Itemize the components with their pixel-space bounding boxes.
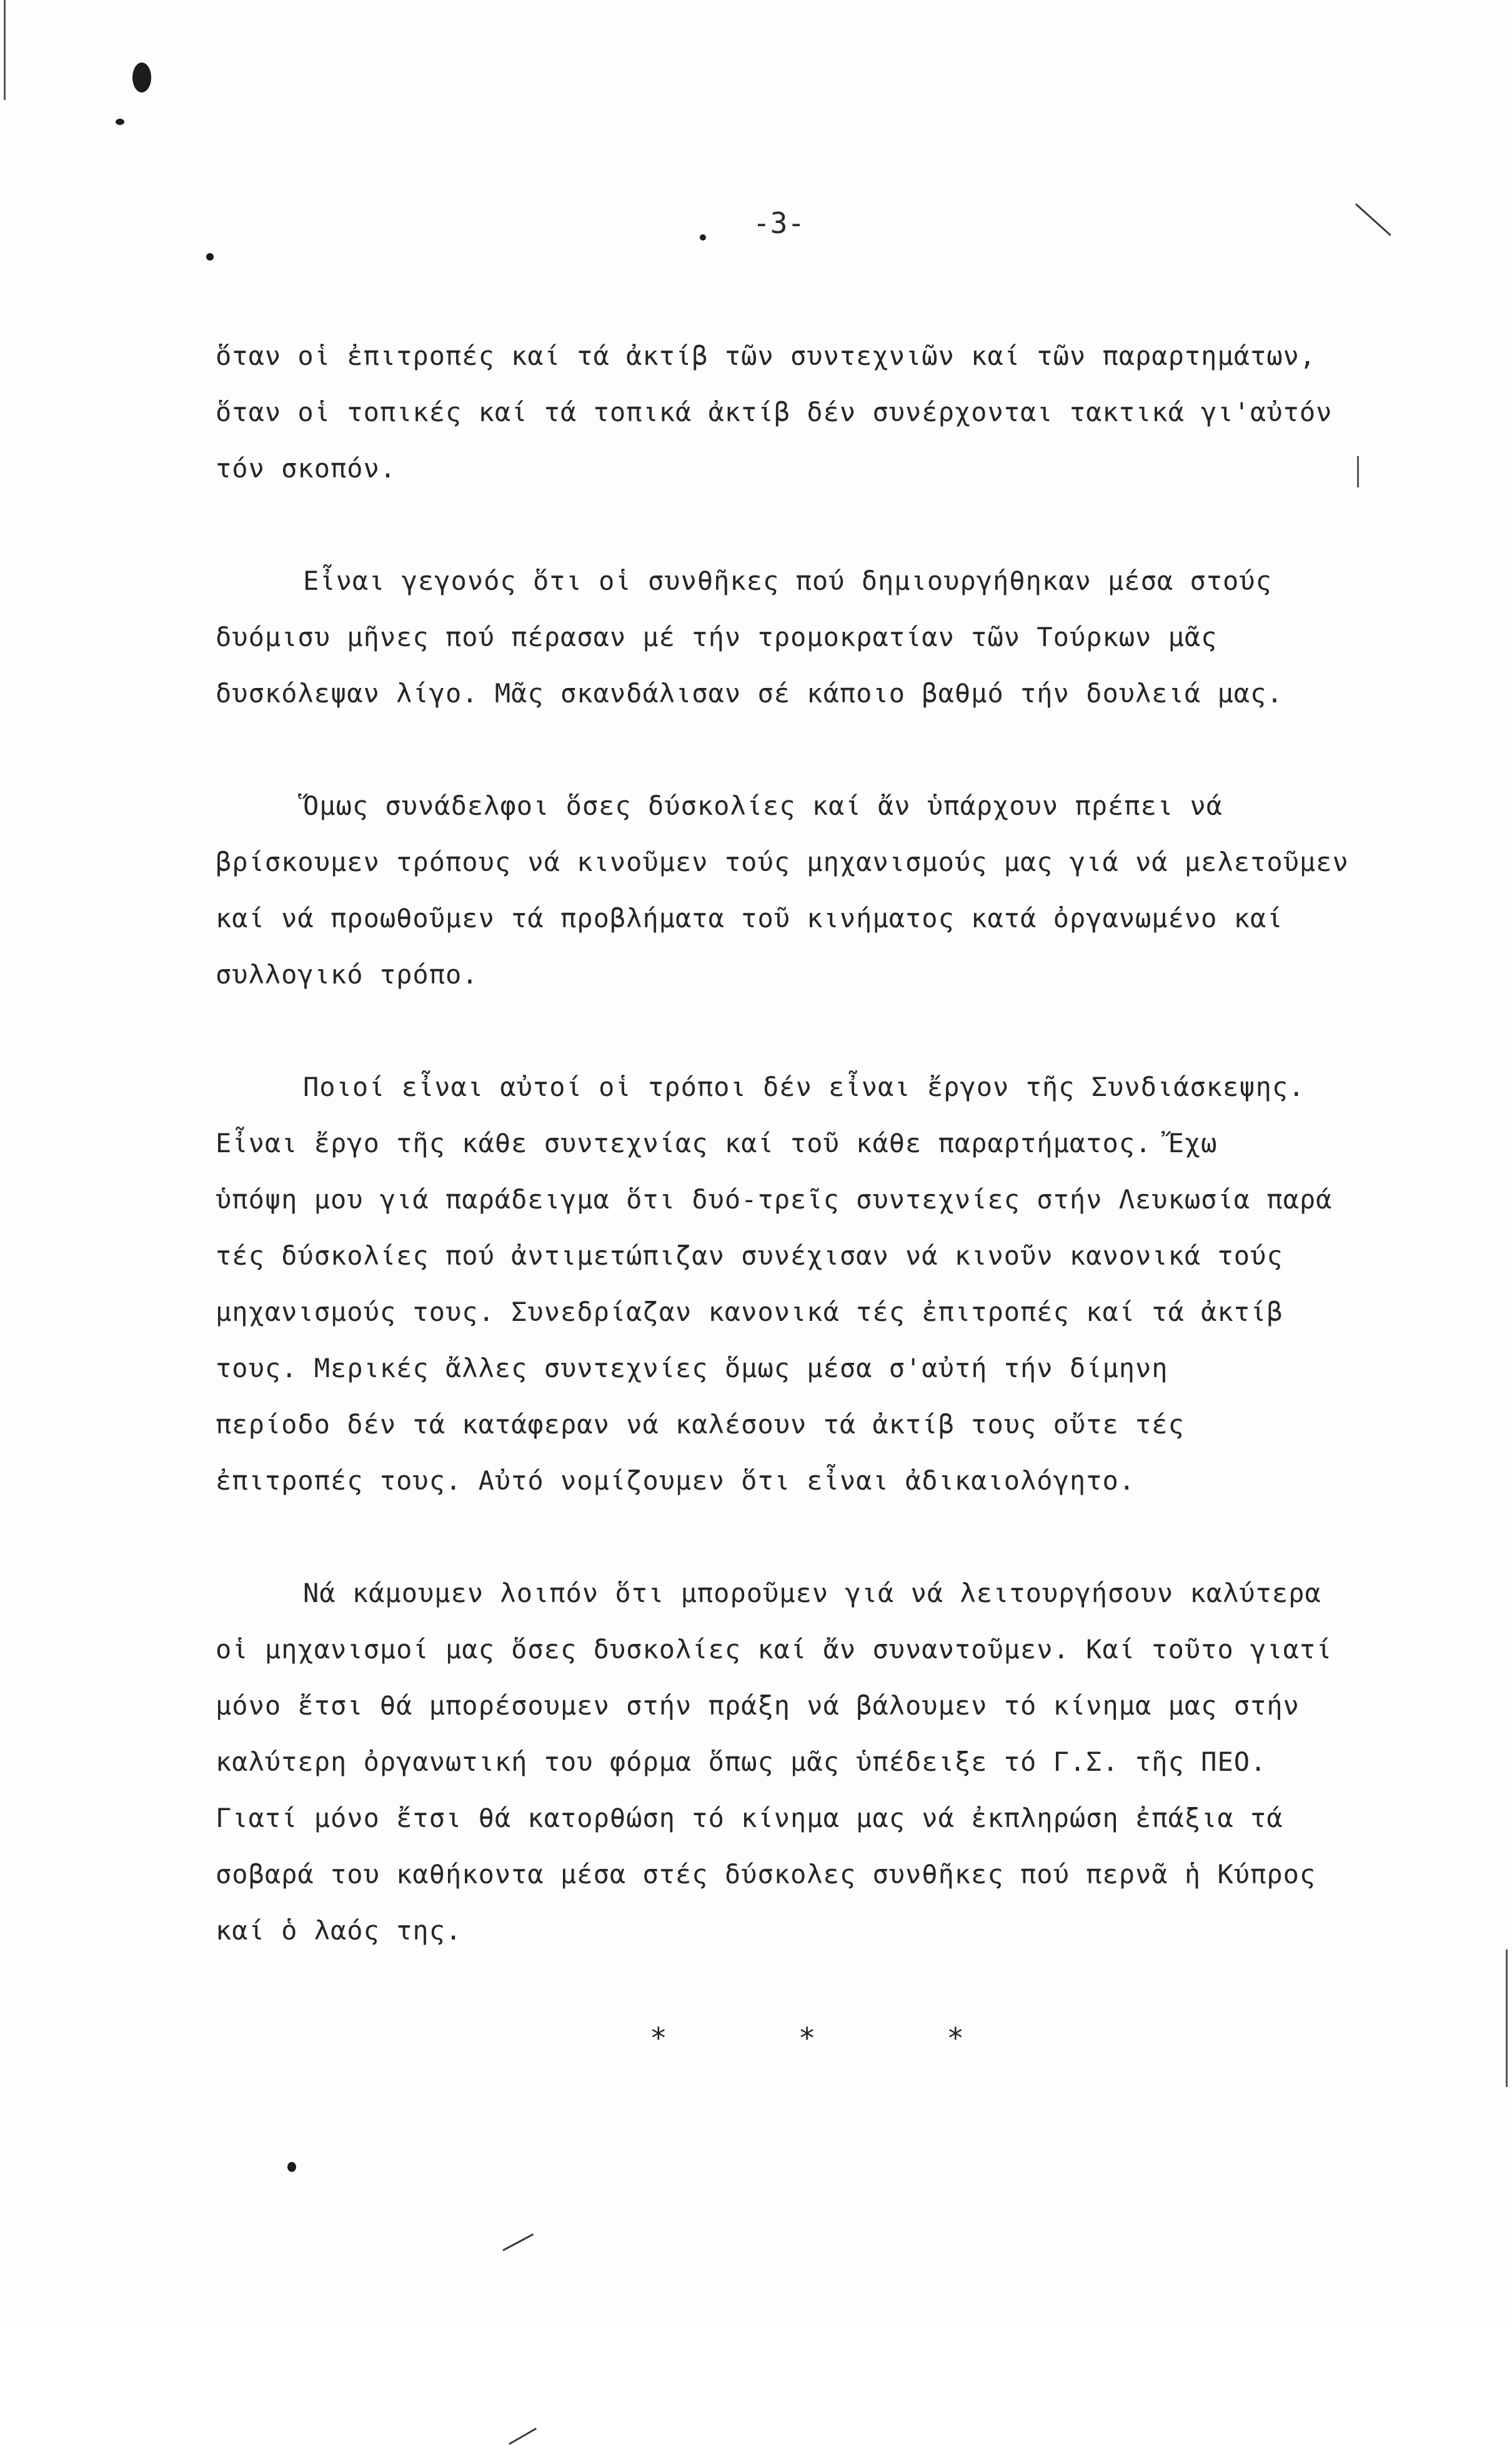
paragraph (216, 328, 1378, 497)
margin-mark (4, 0, 6, 100)
text-line: Ὅμως συνάδελφοι ὅσες δύσκολίες καί ἄν ὑπάρχουν πρέπει νά (303, 790, 1223, 821)
ink-speck (700, 234, 706, 241)
text-line: τόν σκοπόν. (216, 453, 397, 484)
text-line: μηχανισμούς τους. Συνεδρίαζαν κανονικά τές ἐπιτροπές καί τά ἀκτίβ (216, 1297, 1283, 1327)
text-line: Ποιοί εἶναι αὐτοί οἱ τρόποι δέν εἶναι ἔργον τῆς Συνδιάσκεψης. (303, 1072, 1305, 1102)
text-line: συλλογικό τρόπο. (216, 959, 479, 990)
paragraph (216, 778, 1378, 1003)
text-line: ὅταν οἱ ἐπιτροπές καί τά ἀκτίβ τῶν συντεχνιῶν καί τῶν παραρτημάτων, (216, 341, 1316, 371)
text-line: βρίσκουμεν τρόπους νά κινοῦμεν τούς μηχανισμούς μας γιά νά μελετοῦμεν (216, 847, 1349, 877)
margin-mark (1506, 1950, 1508, 2087)
scan-mark (502, 2233, 534, 2251)
text-line: δυσκόλεψαν λίγο. Μᾶς σκανδάλισαν σέ κάποιο βαθμό τήν δουλειά μας. (216, 678, 1283, 709)
scan-mark (1355, 203, 1391, 236)
asterisk: * (798, 2021, 816, 2055)
text-line: Εἶναι ἔργο τῆς κάθε συντεχνίας καί τοῦ κάθε παραρτήματος. Ἔχω (216, 1128, 1218, 1158)
paragraph (216, 1565, 1378, 1959)
text-line: ὑπόψη μου γιά παράδειγμα ὅτι δυό-τρεῖς συντεχνίες στήν Λευκωσία παρά (216, 1184, 1333, 1215)
text-line: σοβαρά του καθήκοντα μέσα στές δύσκολες συνθῆκες πού περνᾶ ἡ Κύπρος (216, 1859, 1316, 1890)
text-line: τές δύσκολίες πού ἀντιμετώπιζαν συνέχισαν νά κινοῦν κανονικά τούς (216, 1240, 1283, 1271)
text-line: Γιατί μόνο ἔτσι θά κατορθώση τό κίνημα μας νά ἐκπληρώση ἐπάξια τά (216, 1803, 1283, 1833)
closing-asterisks (650, 2021, 1078, 2055)
asterisk: * (947, 2021, 965, 2055)
text-line: καλύτερη ὀργανωτική του φόρμα ὅπως μᾶς ὑπέδειξε τό Γ.Σ. τῆς ΠΕΟ. (216, 1746, 1267, 1777)
text-line: δυόμισυ μῆνες πού πέρασαν μέ τήν τρομοκρατίαν τῶν Τούρκων μᾶς (216, 622, 1218, 652)
paragraph (216, 553, 1378, 722)
document-body (216, 328, 1378, 2015)
asterisk: * (650, 2021, 667, 2055)
text-line: καί ὁ λαός της. (216, 1915, 462, 1946)
ink-speck (287, 2162, 296, 2172)
text-line: Νά κάμουμεν λοιπόν ὅτι μποροῦμεν γιά νά λειτουργήσουν καλύτερα (303, 1578, 1321, 1608)
text-line: τους. Μερικές ἄλλες συντεχνίες ὅμως μέσα σ'αὐτή τήν δίμηνη (216, 1353, 1168, 1383)
text-line: Εἶναι γεγονός ὅτι οἱ συνθῆκες πού δημιουργήθηκαν μέσα στούς (303, 565, 1272, 596)
text-line: περίοδο δέν τά κατάφεραν νά καλέσουν τά ἀκτίβ τους οὔτε τές (216, 1409, 1185, 1440)
page-number: -3- (753, 206, 805, 240)
ink-speck (116, 119, 124, 125)
text-line: ὅταν οἱ τοπικές καί τά τοπικά ἀκτίβ δέν συνέρχονται τακτικά γι'αὐτόν (216, 397, 1333, 427)
paragraph (216, 1059, 1378, 1509)
text-line: ἐπιτροπές τους. Αὐτό νομίζουμεν ὅτι εἶναι ἀδικαιολόγητο. (216, 1465, 1136, 1496)
ink-blot (132, 62, 151, 92)
ink-speck (206, 253, 214, 261)
text-line: καί νά προωθοῦμεν τά προβλήματα τοῦ κινήματος κατά ὀργανωμένο καί (216, 903, 1283, 934)
text-line: μόνο ἔτσι θά μπορέσουμεν στήν πράξη νά βάλουμεν τό κίνημα μας στήν (216, 1690, 1300, 1721)
text-line: οἱ μηχανισμοί μας ὅσες δυσκολίες καί ἄν συναντοῦμεν. Καί τοῦτο γιατί (216, 1634, 1333, 1665)
scan-mark (509, 2428, 537, 2445)
